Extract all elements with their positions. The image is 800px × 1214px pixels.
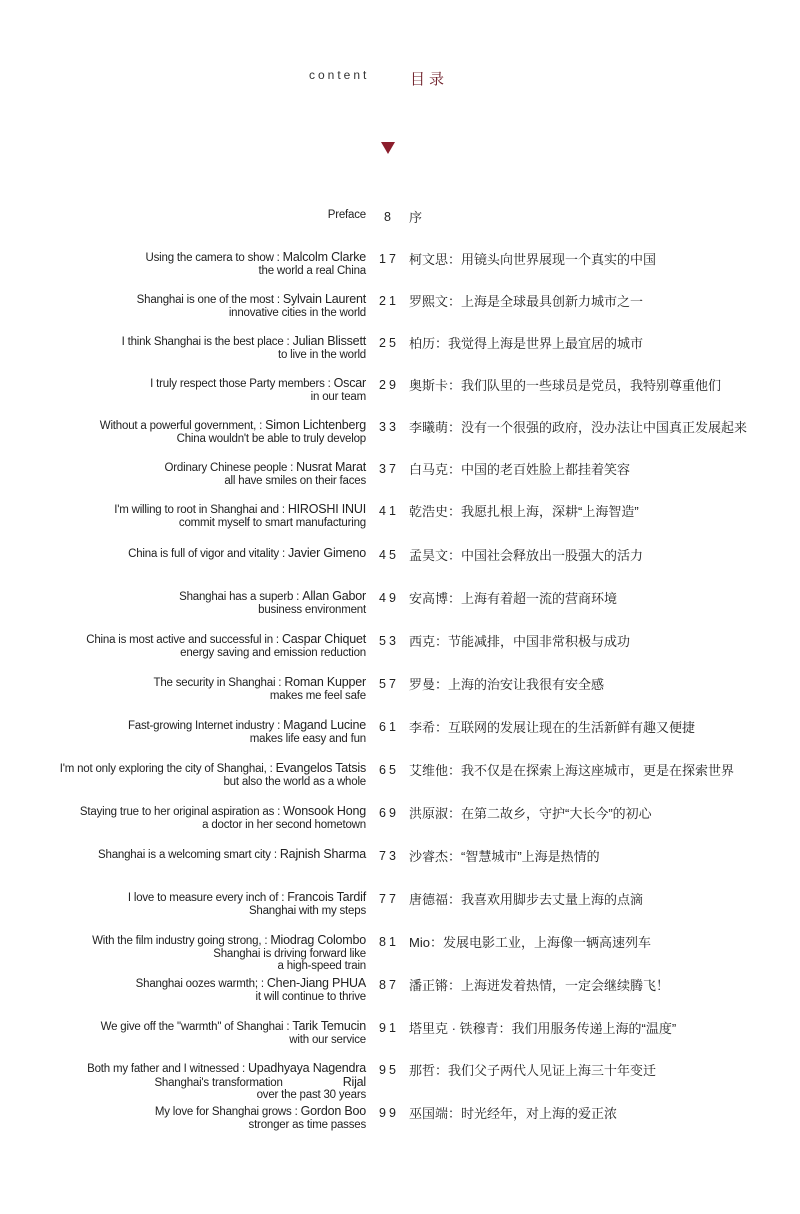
- entry-person-name: Caspar Chiquet: [281, 632, 366, 646]
- toc-entry[interactable]: [0, 719, 800, 759]
- entry-title-line: I'm willing to root in Shanghai and : HIROSHI INUI: [114, 502, 366, 516]
- entry-page-number: 65: [379, 763, 399, 777]
- entry-title-text: Fast-growing Internet industry: [127, 720, 275, 732]
- entry-title-en: [36, 805, 366, 831]
- entry-title-cn: 序: [409, 210, 423, 225]
- entry-title-en: [36, 251, 366, 277]
- entry-title-line: a high-speed train: [277, 960, 366, 972]
- entry-title-cn: 白马克：中国的老百姓脸上都挂着笑容: [409, 462, 631, 477]
- entry-title-en: [36, 719, 366, 745]
- entry-title-line: Shanghai's transformation Rijal: [154, 1074, 366, 1089]
- entry-title-line: Preface: [327, 209, 366, 221]
- entry-person-name: Tarik Temucin: [292, 1019, 366, 1033]
- entry-title-cn: 柯文思：用镜头向世界展现一个真实的中国: [409, 252, 657, 267]
- entry-title-line: Using the camera to show : Malcolm Clarke: [145, 250, 366, 264]
- entry-person-name: Evangelos Tatsis: [275, 761, 366, 775]
- entry-title-text: I think Shanghai is the best place: [121, 336, 284, 348]
- entry-title-line: over the past 30 years: [256, 1089, 366, 1101]
- toc-entry[interactable]: [0, 848, 800, 888]
- toc-entry[interactable]: [0, 547, 800, 587]
- entry-title-line: Shanghai with my steps: [248, 904, 366, 917]
- toc-entry[interactable]: [0, 633, 800, 673]
- toc-entry[interactable]: [0, 503, 800, 543]
- toc-entry[interactable]: [0, 762, 800, 802]
- entry-page-number: 29: [379, 378, 399, 392]
- entry-title-line: innovative cities in the world: [228, 306, 366, 319]
- entry-title-line: I truly respect those Party members : Oscar: [150, 376, 366, 390]
- entry-title-text: Both my father and I witnessed: [87, 1063, 239, 1075]
- entry-person-name: Chen-Jiang PHUA: [266, 976, 366, 990]
- entry-title-line: China is full of vigor and vitality : Javier Gimeno: [128, 546, 366, 560]
- entry-person-name: Simon Lichtenberg: [265, 418, 366, 432]
- entry-title-line: China is most active and successful in : Caspar Chiquet: [86, 632, 366, 646]
- toc-entry[interactable]: [0, 1062, 800, 1102]
- entry-person-name: Miodrag Colombo: [270, 933, 366, 947]
- entry-page-number: 91: [379, 1021, 399, 1035]
- entry-title-en: [36, 335, 366, 361]
- entry-title-en: [36, 977, 366, 1003]
- entry-title-cn: 乾浩史：我愿扎根上海，深耕“上海智造”: [409, 504, 639, 519]
- entry-page-number: 8: [384, 210, 394, 224]
- entry-title-text: Shanghai is a welcoming smart city: [98, 849, 271, 861]
- toc-entry[interactable]: [0, 676, 800, 716]
- entry-title-text: I'm not only exploring the city of Shanghai,: [59, 763, 267, 775]
- toc-entry[interactable]: [0, 293, 800, 333]
- entry-title-text: Ordinary Chinese people: [164, 462, 288, 474]
- entry-title-text: Using the camera to show: [145, 252, 274, 264]
- entry-page-number: 69: [379, 806, 399, 820]
- entry-title-en: [36, 848, 366, 862]
- entry-title-line: Staying true to her original aspiration as : Wonsook Hong: [79, 804, 366, 818]
- entry-title-en: [36, 293, 366, 319]
- entry-title-text: China is full of vigor and vitality: [128, 548, 279, 560]
- entry-title-en: [36, 419, 366, 445]
- entry-title-cn: 奥斯卡：我们队里的一些球员是党员，我特别尊重他们: [409, 378, 722, 393]
- entry-page-number: 73: [379, 849, 399, 863]
- entry-page-number: 17: [379, 252, 399, 266]
- entry-title-line: I love to measure every inch of : Francois Tardif: [127, 890, 366, 904]
- entry-page-number: 77: [379, 892, 399, 906]
- toc-entry[interactable]: [0, 461, 800, 501]
- entry-page-number: 21: [379, 294, 399, 308]
- entry-page-number: 41: [379, 504, 399, 518]
- entry-title-line: Shanghai oozes warmth; : Chen-Jiang PHUA: [135, 976, 366, 990]
- entry-person-name: HIROSHI INUI: [287, 502, 366, 516]
- entry-page-number: 95: [379, 1063, 399, 1077]
- entry-title-line: China wouldn't be able to truly develop: [176, 432, 366, 445]
- entry-title-line: but also the world as a whole: [223, 775, 366, 788]
- entry-title-en: [36, 1062, 366, 1102]
- entry-title-line: The security in Shanghai : Roman Kupper: [153, 675, 366, 689]
- entry-title-line: Fast-growing Internet industry : Magand Lucine: [127, 718, 366, 732]
- entry-page-number: 33: [379, 420, 399, 434]
- entry-person-name: Upadhyaya Nagendra: [247, 1061, 366, 1075]
- entry-title-text: My love for Shanghai grows: [154, 1106, 292, 1118]
- entry-title-text: With the film industry going strong,: [92, 935, 262, 947]
- entry-title-line: energy saving and emission reduction: [180, 646, 366, 659]
- toc-entry[interactable]: [0, 1105, 800, 1145]
- entry-page-number: 81: [379, 935, 399, 949]
- entry-page-number: 49: [379, 591, 399, 605]
- entry-title-cn: 那哲：我们父子两代人见证上海三十年变迁: [409, 1063, 657, 1078]
- entry-person-name: Rajnish Sharma: [279, 847, 366, 861]
- entry-title-cn: 西克：节能减排，中国非常积极与成功: [409, 634, 631, 649]
- entry-title-text: I'm willing to root in Shanghai and: [114, 504, 279, 516]
- entry-title-cn: 罗熙文：上海是全球最具创新力城市之一: [409, 294, 644, 309]
- entry-title-cn: 洪原淑：在第二故乡，守护“大长今”的初心: [409, 806, 652, 821]
- entry-page-number: 25: [379, 336, 399, 350]
- entry-title-cn: 巫国端：时光经年，对上海的爱正浓: [409, 1106, 618, 1121]
- entry-page-number: 57: [379, 677, 399, 691]
- entry-title-cn: 李曦萌：没有一个很强的政府，没办法让中国真正发展起来: [409, 420, 748, 435]
- entry-title-line: all have smiles on their faces: [224, 474, 366, 487]
- entry-title-line: Ordinary Chinese people : Nusrat Marat: [164, 460, 366, 474]
- toc-entry[interactable]: [0, 377, 800, 417]
- entry-page-number: 45: [379, 548, 399, 562]
- entry-title-line: I think Shanghai is the best place : Julian Blissett: [121, 334, 366, 348]
- toc-entry[interactable]: [0, 419, 800, 459]
- entry-page-number: 87: [379, 978, 399, 992]
- entry-title-en: [36, 633, 366, 659]
- toc-entry[interactable]: [0, 1020, 800, 1060]
- entry-title-text: I love to measure every inch of: [127, 892, 279, 904]
- entry-title-cn: 李希：互联网的发展让现在的生活新鲜有趣又便捷: [409, 720, 696, 735]
- entry-person-name: Javier Gimeno: [288, 546, 366, 560]
- entry-page-number: 37: [379, 462, 399, 476]
- entry-title-cn: 唐德福：我喜欢用脚步去丈量上海的点滴: [409, 892, 644, 907]
- entry-title-en: [36, 209, 366, 222]
- entry-person-name: Allan Gabor: [302, 589, 366, 603]
- toc-entry[interactable]: [0, 891, 800, 931]
- entry-title-line: Without a powerful government, : Simon Lichtenberg: [99, 418, 366, 432]
- entry-title-line: Shanghai has a superb : Allan Gabor: [179, 589, 366, 603]
- entry-title-line: makes me feel safe: [269, 689, 366, 702]
- entry-title-line: Shanghai is driving forward like: [213, 947, 366, 960]
- entry-title-cn: 安高博：上海有着超一流的营商环境: [409, 591, 618, 606]
- entry-title-cn: 孟昊文：中国社会释放出一股强大的活力: [409, 548, 644, 563]
- entry-person-name: Julian Blissett: [292, 334, 366, 348]
- entry-person-name: Gordon Boo: [300, 1104, 366, 1118]
- entry-person-name: Nusrat Marat: [296, 460, 366, 474]
- entry-person-name: Magand Lucine: [283, 718, 366, 732]
- entry-title-line: a doctor in her second hometown: [202, 818, 366, 831]
- entry-page-number: 53: [379, 634, 399, 648]
- toc-entry[interactable]: [0, 209, 800, 249]
- entry-title-text: The security in Shanghai: [153, 677, 276, 689]
- entry-title-line: to live in the world: [277, 348, 366, 361]
- entry-title-line: commit myself to smart manufacturing: [178, 516, 366, 529]
- entry-title-en: [36, 934, 366, 973]
- content-heading-cn: 目录: [410, 71, 449, 88]
- entry-title-en: [36, 377, 366, 403]
- entry-title-en: [36, 503, 366, 529]
- entry-title-line: business environment: [258, 603, 366, 616]
- entry-title-cn: 塔里克 · 铁穆青：我们用服务传递上海的“温度”: [409, 1021, 677, 1036]
- entry-title-text: I truly respect those Party members: [150, 378, 325, 390]
- entry-title-text: China is most active and successful in: [86, 634, 273, 646]
- entry-title-cn: 潘正锵：上海迸发着热情，一定会继续腾飞！: [409, 978, 670, 993]
- toc-entry[interactable]: [0, 590, 800, 630]
- toc-entry[interactable]: [0, 977, 800, 1017]
- toc-entry[interactable]: [0, 251, 800, 291]
- entry-title-en: [36, 676, 366, 702]
- toc-entry[interactable]: [0, 934, 800, 974]
- entry-page-number: 99: [379, 1106, 399, 1120]
- entry-title-line: in our team: [310, 390, 366, 403]
- entry-title-line: I'm not only exploring the city of Shanghai, : Evangelos Tatsis: [59, 761, 366, 775]
- entry-title-en: [36, 547, 366, 561]
- entry-title-line: My love for Shanghai grows : Gordon Boo: [154, 1104, 366, 1118]
- content-heading-en: content: [309, 68, 370, 82]
- entry-title-cn: 柏历：我觉得上海是世界上最宜居的城市: [409, 336, 644, 351]
- entry-title-text: Shanghai oozes warmth;: [135, 978, 258, 990]
- entry-page-number: 61: [379, 720, 399, 734]
- entry-person-name: Roman Kupper: [284, 675, 366, 689]
- entry-person-name: Sylvain Laurent: [282, 292, 366, 306]
- entry-title-line: We give off the "warmth" of Shanghai : Tarik Temucin: [100, 1019, 366, 1033]
- entry-person-name: Malcolm Clarke: [282, 250, 366, 264]
- entry-title-en: [36, 1105, 366, 1131]
- entry-title-cn: Mio：发展电影工业，上海像一辆高速列车: [409, 935, 651, 950]
- entry-title-en: [36, 1020, 366, 1046]
- entry-title-line: With the film industry going strong, : Miodrag Colombo: [92, 933, 366, 947]
- entry-person-name: Francois Tardif: [287, 890, 366, 904]
- entry-person-name: Oscar: [333, 376, 366, 390]
- entry-title-cn: 艾维他：我不仅是在探索上海这座城市，更是在探索世界: [409, 763, 735, 778]
- entry-title-text: Staying true to her original aspiration as: [79, 806, 275, 818]
- entry-title-line: Shanghai is one of the most : Sylvain Laurent: [136, 292, 366, 306]
- entry-title-line: the world a real China: [258, 264, 366, 277]
- entry-title-line: with our service: [289, 1033, 366, 1046]
- entry-title-line: Both my father and I witnessed : Upadhyaya Nagendra: [87, 1061, 366, 1075]
- entry-title-en: [36, 461, 366, 487]
- entry-title-cn: 沙睿杰：“智慧城市”上海是热情的: [409, 849, 600, 864]
- entry-title-line: stronger as time passes: [248, 1118, 366, 1131]
- entry-title-text: We give off the "warmth" of Shanghai: [100, 1021, 284, 1033]
- entry-title-text: Without a powerful government,: [99, 420, 257, 432]
- toc-entry[interactable]: [0, 335, 800, 375]
- entry-person-name: Wonsook Hong: [283, 804, 366, 818]
- entry-title-text: Shanghai is one of the most: [136, 294, 274, 306]
- entry-title-cn: 罗曼：上海的治安让我很有安全感: [409, 677, 605, 692]
- entry-title-line: Shanghai is a welcoming smart city : Rajnish Sharma: [98, 847, 366, 861]
- entry-title-en: [36, 891, 366, 917]
- entry-title-en: [36, 762, 366, 788]
- entry-title-line: it will continue to thrive: [255, 990, 366, 1003]
- entry-title-line: makes life easy and fun: [249, 732, 366, 745]
- entry-title-text: Shanghai has a superb: [179, 591, 294, 603]
- toc-entry[interactable]: [0, 805, 800, 845]
- entry-title-en: [36, 590, 366, 616]
